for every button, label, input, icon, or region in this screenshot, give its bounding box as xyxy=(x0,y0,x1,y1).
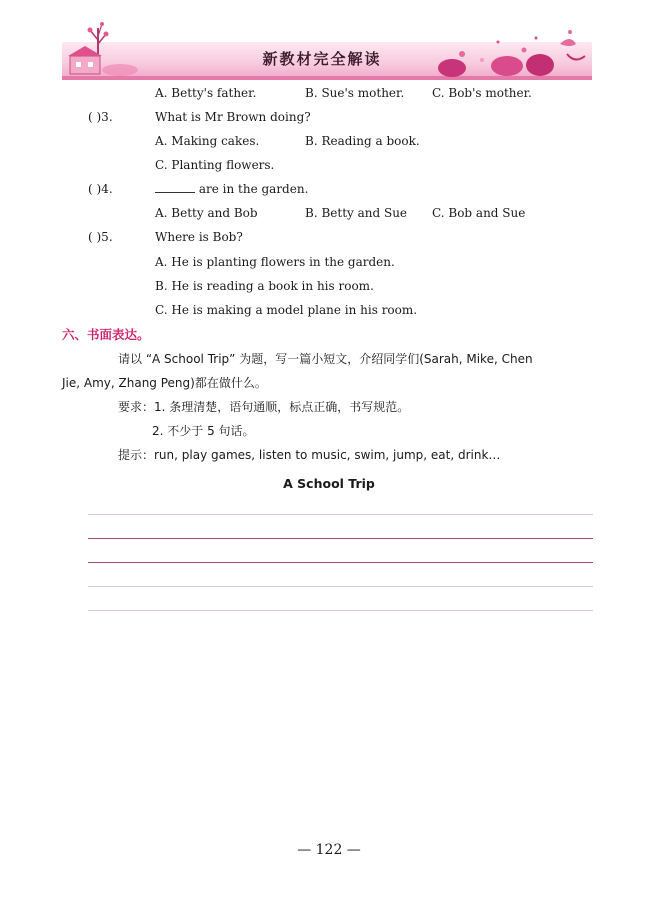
q4-question-text: are in the garden. xyxy=(198,182,309,196)
q4-question xyxy=(155,182,308,196)
q3-answer-paren[interactable]: ( )3. xyxy=(88,110,113,124)
q2-option-b: B. Sue's mother. xyxy=(305,86,405,100)
q2-option-c: C. Bob's mother. xyxy=(432,86,532,100)
q4-option-a: A. Betty and Bob xyxy=(155,206,258,220)
writing-prompt-line2: Jie, Amy, Zhang Peng)都在做什么。 xyxy=(62,376,267,390)
writing-line[interactable] xyxy=(88,562,593,563)
writing-requirement-2: 2. 不少于 5 句话。 xyxy=(152,424,255,438)
q2-option-a: A. Betty's father. xyxy=(155,86,257,100)
essay-title: A School Trip xyxy=(283,476,375,491)
writing-line[interactable] xyxy=(88,610,593,611)
q5-option-c: C. He is making a model plane in his room. xyxy=(155,303,418,317)
writing-requirement-1: 要求：1. 条理清楚，语句通顺，标点正确，书写规范。 xyxy=(118,400,410,414)
writing-line[interactable] xyxy=(88,514,593,515)
flower-blobs-icon xyxy=(438,30,585,77)
q3-question-text: What is Mr Brown doing? xyxy=(155,110,311,124)
writing-hint: 提示：run, play games, listen to music, swim, jump, eat, drink… xyxy=(118,448,501,462)
q3-option-b: B. Reading a book. xyxy=(305,134,420,148)
page-header-banner xyxy=(62,18,592,80)
q5-option-b: B. He is reading a book in his room. xyxy=(155,279,374,293)
q3-option-c: C. Planting flowers. xyxy=(155,158,275,172)
writing-line[interactable] xyxy=(88,586,593,587)
q5-question-text: Where is Bob? xyxy=(155,230,243,244)
q4-answer-paren[interactable]: ( )4. xyxy=(88,182,113,196)
q3-option-a: A. Making cakes. xyxy=(155,134,260,148)
header-title: 新教材完全解读 xyxy=(262,50,382,68)
writing-line[interactable] xyxy=(88,538,593,539)
q4-option-c: C. Bob and Sue xyxy=(432,206,526,220)
tree-house-icon xyxy=(68,22,138,76)
writing-section-heading: 六、书面表达。 xyxy=(62,327,150,342)
q5-option-a: A. He is planting flowers in the garden. xyxy=(155,255,395,269)
q4-blank[interactable] xyxy=(155,192,195,193)
q4-option-b: B. Betty and Sue xyxy=(305,206,408,220)
writing-prompt-line1: 请以 “A School Trip” 为题，写一篇小短文，介绍同学们(Sarah, Mike, Chen xyxy=(118,352,533,366)
q5-answer-paren[interactable]: ( )5. xyxy=(88,230,113,244)
page-number: — 122 — xyxy=(297,842,361,858)
